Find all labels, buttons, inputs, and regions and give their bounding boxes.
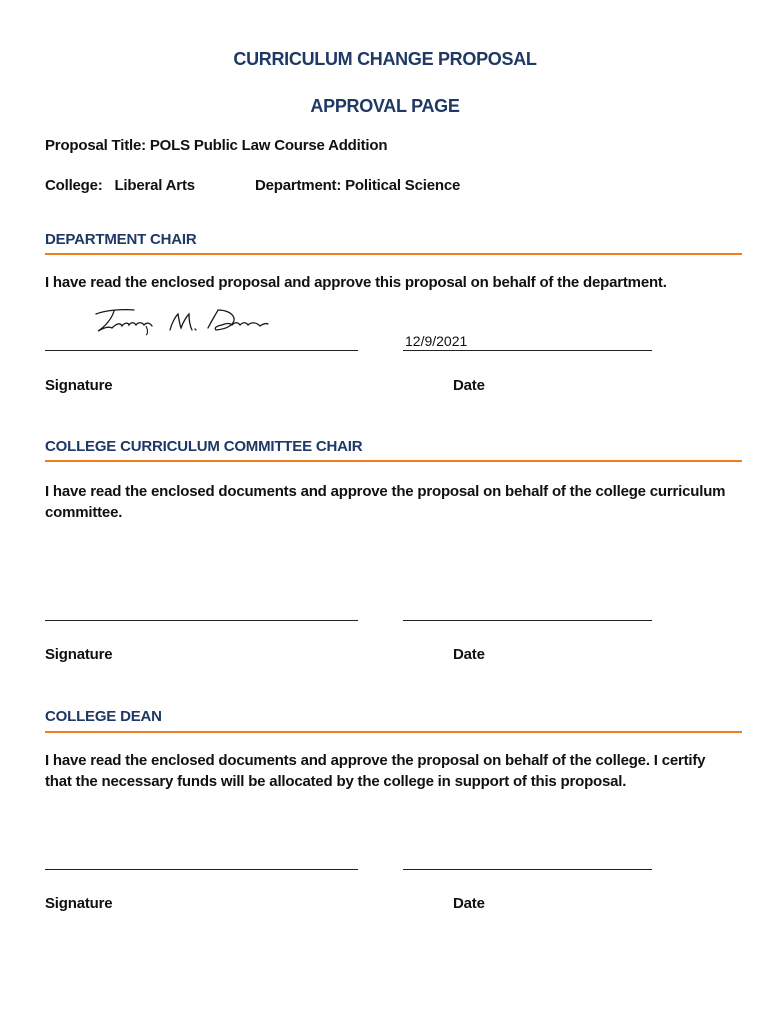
signature-line[interactable] [45,350,358,351]
committee-chair-statement: I have read the enclosed documents and approve the proposal on behalf of the college curriculum committee. [45,483,726,521]
section-rule [45,731,742,733]
date-label: Date [453,646,485,663]
college-label: College: Liberal Arts [45,177,195,194]
department-chair-date-value: 12/9/2021 [405,333,468,349]
signature-label: Signature [45,377,113,394]
date-line[interactable] [403,350,652,351]
section-rule [45,460,742,462]
department-chair-statement: I have read the enclosed proposal and approve this proposal on behalf of the department. [45,274,667,291]
date-line[interactable] [403,869,652,870]
date-label: Date [453,895,485,912]
section-heading-committee-chair: COLLEGE CURRICULUM COMMITTEE CHAIR [45,438,363,455]
department-label: Department: Political Science [255,177,461,194]
signature-line[interactable] [45,869,358,870]
section-rule [45,253,742,255]
proposal-title: Proposal Title: POLS Public Law Course Addition [45,137,388,154]
section-heading-department-chair: DEPARTMENT CHAIR [45,231,197,248]
signature-label: Signature [45,895,113,912]
department-chair-signature-image [92,304,272,336]
college-dean-statement: I have read the enclosed documents and approve the proposal on behalf of the college. I certify that the necessary funds will be allocated by the college in support of this proposal. [45,752,706,790]
date-line[interactable] [403,620,652,621]
signature-label: Signature [45,646,113,663]
signature-line[interactable] [45,620,358,621]
document-title: CURRICULUM CHANGE PROPOSAL [233,49,537,69]
document-subtitle: APPROVAL PAGE [310,96,460,116]
section-heading-college-dean: COLLEGE DEAN [45,708,162,725]
date-label: Date [453,377,485,394]
